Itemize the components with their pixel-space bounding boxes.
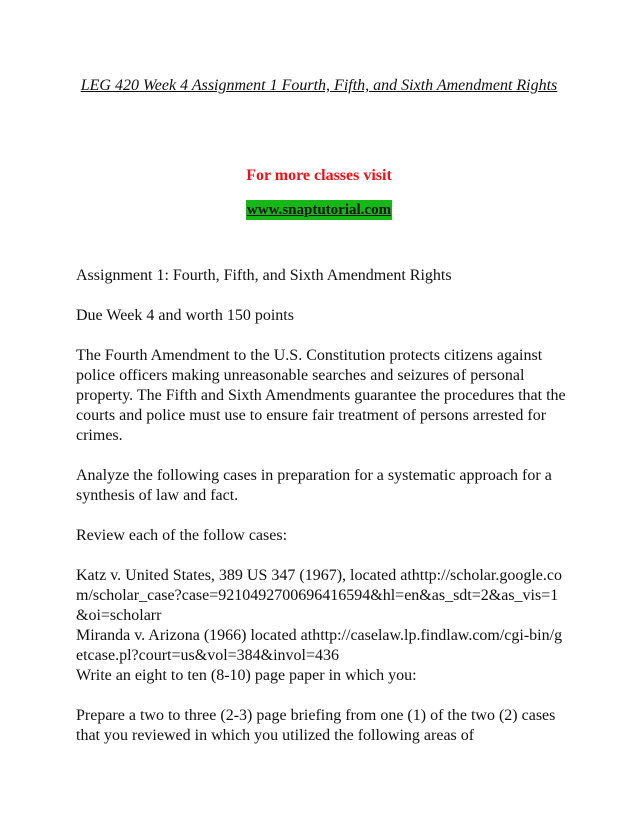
promo-link-container — [0, 200, 638, 220]
review-paragraph: Review each of the follow cases: — [76, 527, 288, 544]
briefing-paragraph: Prepare a two to three (2-3) page briefing from one (1) of the two (2) cases that you reviewed in which you utilized the following areas of — [76, 707, 556, 744]
case-miranda: Miranda v. Arizona (1966) located athttp://caselaw.lp.findlaw.com/cgi-bin/getcase.pl?court=us&vol=384&invol=436 — [76, 627, 563, 664]
paper-instruction: Write an eight to ten (8-10) page paper in which you: — [76, 667, 417, 684]
promo-text: For more classes visit — [246, 167, 392, 184]
snaptutorial-link[interactable]: www.snaptutorial.com — [246, 202, 392, 218]
document-title: LEG 420 Week 4 Assignment 1 Fourth, Fifth, and Sixth Amendment Rights — [80, 77, 558, 94]
analyze-paragraph: Analyze the following cases in preparation for a systematic approach for a synthesis of law and fact. — [76, 467, 552, 504]
due-line: Due Week 4 and worth 150 points — [76, 307, 294, 324]
case-katz: Katz v. United States, 389 US 347 (1967), located athttp://scholar.google.com/scholar_case?case=9210492700696416594&hl=en&as_sdt=2&as_vis=1&oi=scholarr — [76, 567, 562, 624]
document-body — [76, 266, 566, 766]
assignment-heading: Assignment 1: Fourth, Fifth, and Sixth Amendment Rights — [76, 267, 452, 284]
intro-paragraph: The Fourth Amendment to the U.S. Constitution protects citizens against police officers making unreasonable searches and seizures of personal property. The Fifth and Sixth Amendments guarantee the procedures that the courts and police must use to ensure fair treatment of persons arrested for crimes. — [76, 347, 566, 444]
